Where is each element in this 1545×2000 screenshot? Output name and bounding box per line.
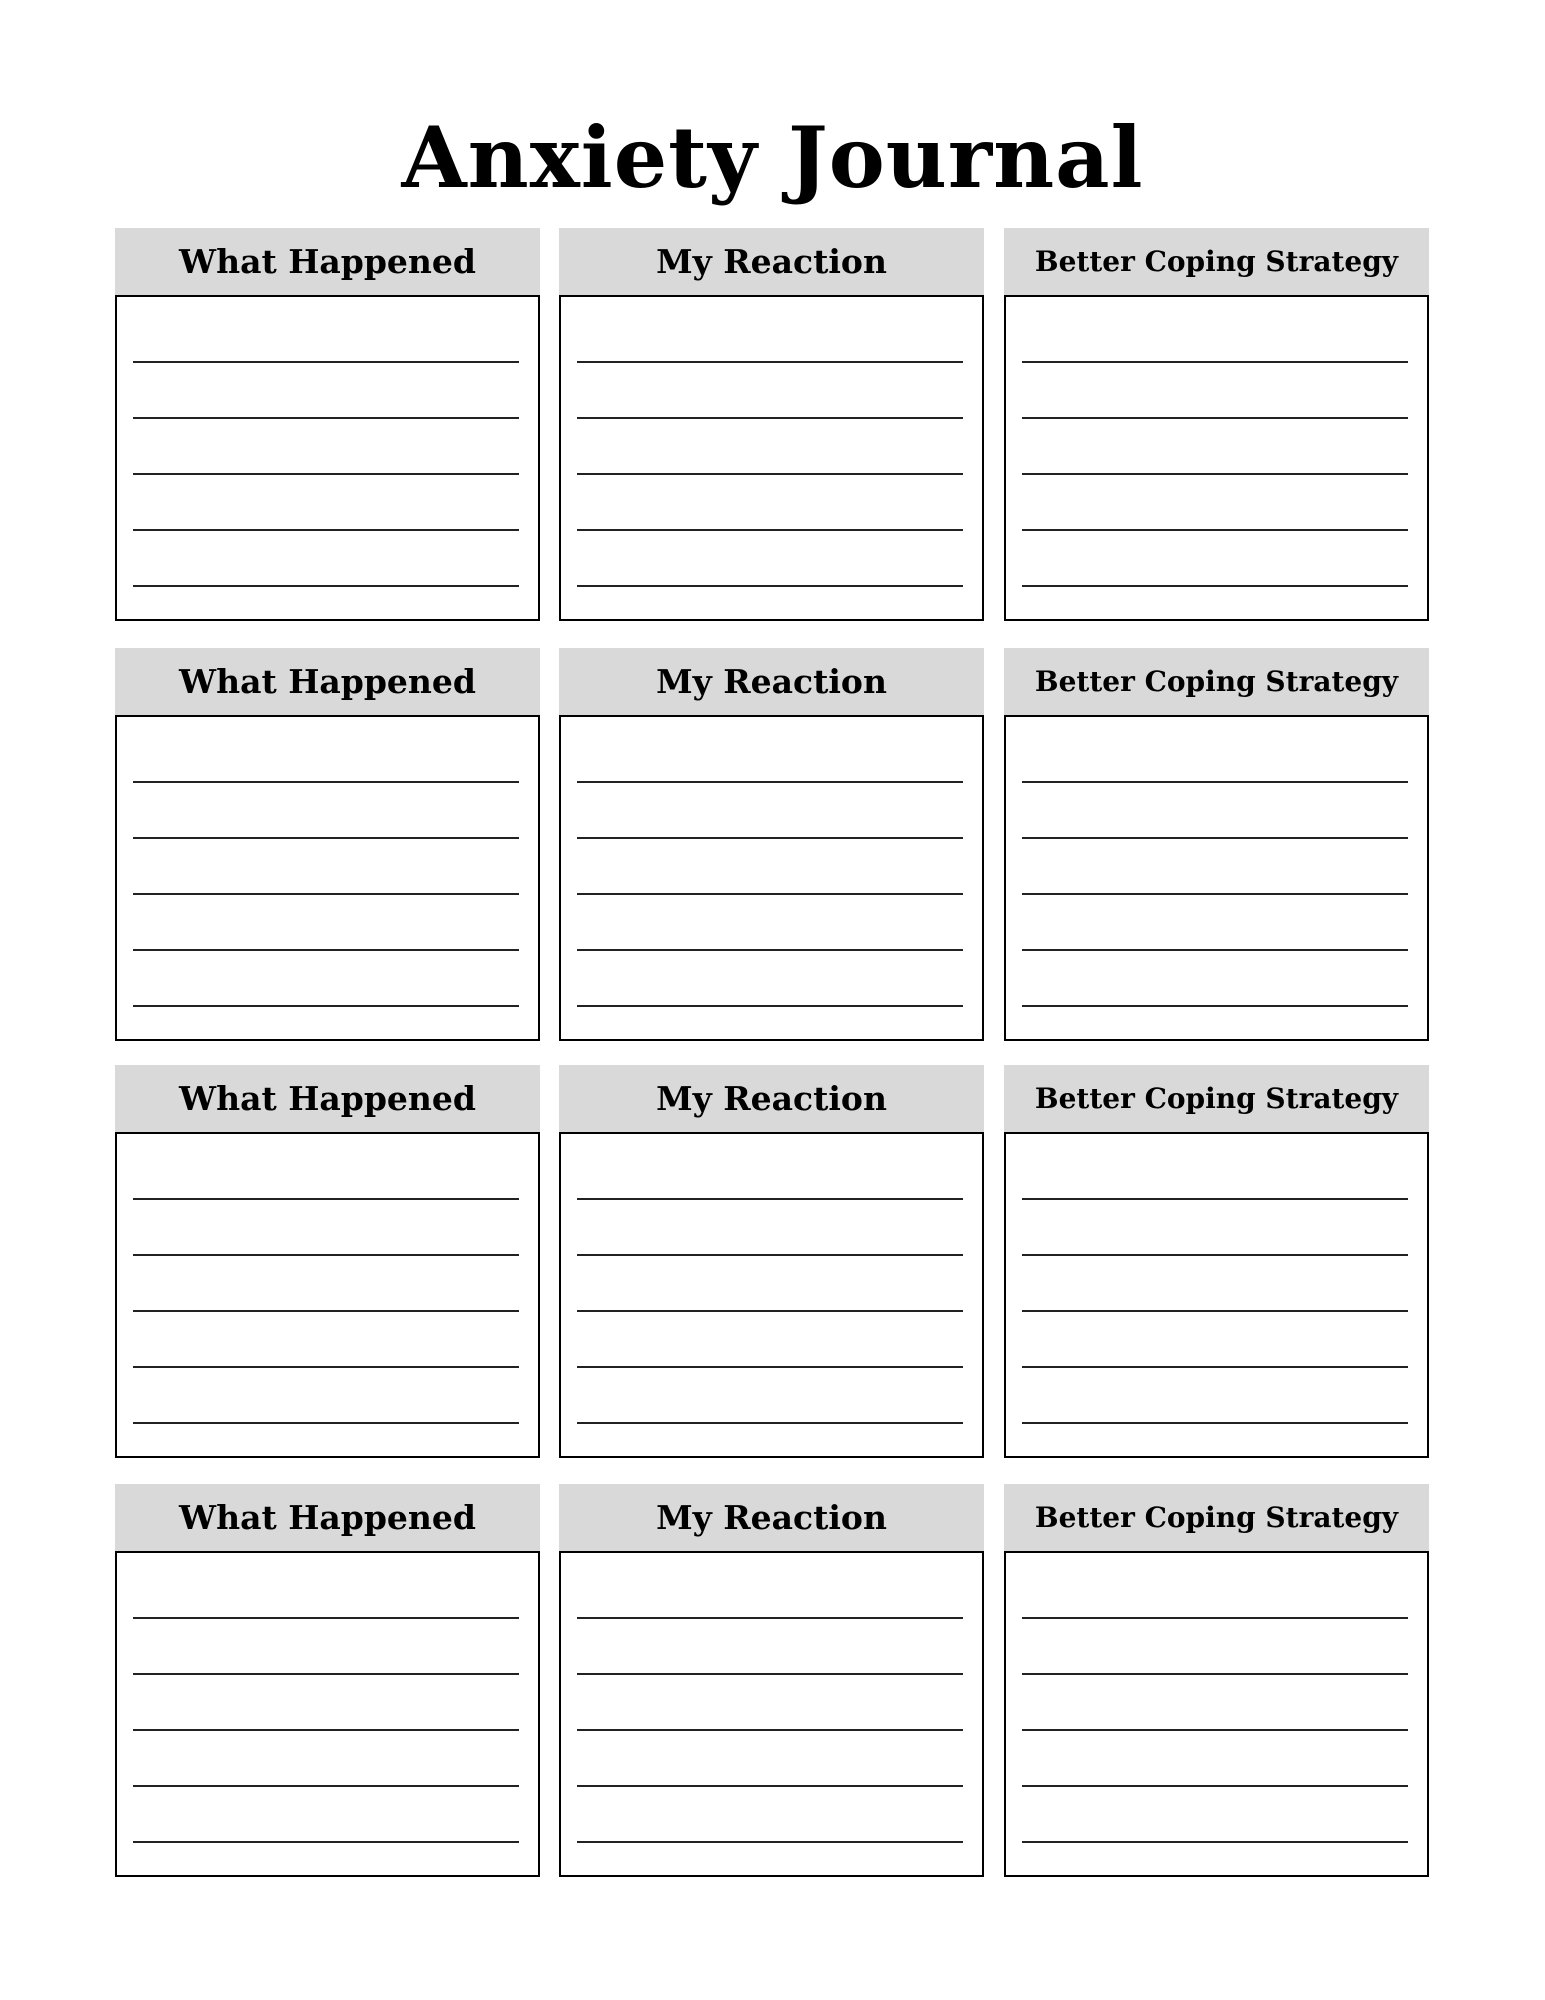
writing-line [133, 1841, 519, 1843]
column-header: My Reaction [559, 228, 984, 295]
writing-line [133, 361, 519, 363]
writing-box[interactable] [559, 1551, 984, 1877]
writing-line [1022, 949, 1408, 951]
writing-line [133, 1366, 519, 1368]
journal-column [1004, 648, 1429, 1041]
column-header: What Happened [115, 648, 540, 715]
writing-line [577, 1366, 963, 1368]
writing-line [1022, 473, 1408, 475]
writing-line [133, 893, 519, 895]
writing-line [1022, 1841, 1408, 1843]
writing-line [577, 1729, 963, 1731]
writing-line [1022, 417, 1408, 419]
writing-line [1022, 1366, 1408, 1368]
writing-line [1022, 361, 1408, 363]
writing-line [133, 529, 519, 531]
journal-column [1004, 1065, 1429, 1458]
writing-line [1022, 1005, 1408, 1007]
writing-line [133, 949, 519, 951]
column-header: Better Coping Strategy [1004, 1065, 1429, 1132]
writing-line [1022, 1729, 1408, 1731]
writing-line [577, 1198, 963, 1200]
writing-line [133, 1785, 519, 1787]
writing-box[interactable] [1004, 295, 1429, 621]
journal-column [1004, 228, 1429, 621]
writing-line [577, 893, 963, 895]
writing-line [1022, 1673, 1408, 1675]
journal-entry-row [115, 1484, 1429, 1877]
writing-line [1022, 781, 1408, 783]
writing-box[interactable] [559, 715, 984, 1041]
journal-column [559, 648, 984, 1041]
journal-entry-row [115, 1065, 1429, 1458]
writing-box[interactable] [559, 1132, 984, 1458]
writing-line [577, 1785, 963, 1787]
writing-line [1022, 837, 1408, 839]
writing-line [577, 1617, 963, 1619]
writing-line [577, 837, 963, 839]
writing-line [133, 837, 519, 839]
writing-box[interactable] [1004, 1551, 1429, 1877]
journal-column [115, 1484, 540, 1877]
page-title: Anxiety Journal [401, 108, 1144, 207]
writing-line [577, 1254, 963, 1256]
writing-line [577, 781, 963, 783]
writing-line [577, 361, 963, 363]
journal-entry-row [115, 228, 1429, 621]
writing-line [133, 1729, 519, 1731]
writing-line [1022, 585, 1408, 587]
writing-line [577, 1841, 963, 1843]
writing-line [1022, 893, 1408, 895]
writing-line [133, 1005, 519, 1007]
journal-column [559, 1484, 984, 1877]
writing-line [577, 1422, 963, 1424]
writing-line [1022, 1198, 1408, 1200]
writing-line [133, 1617, 519, 1619]
journal-column [115, 1065, 540, 1458]
column-header: My Reaction [559, 1065, 984, 1132]
writing-box[interactable] [115, 715, 540, 1041]
writing-line [133, 1422, 519, 1424]
writing-box[interactable] [559, 295, 984, 621]
writing-line [577, 1310, 963, 1312]
writing-line [133, 585, 519, 587]
column-header: Better Coping Strategy [1004, 1484, 1429, 1551]
writing-line [577, 1005, 963, 1007]
writing-line [577, 529, 963, 531]
writing-line [577, 949, 963, 951]
writing-box[interactable] [115, 1551, 540, 1877]
column-header: What Happened [115, 1065, 540, 1132]
writing-line [133, 417, 519, 419]
writing-line [133, 781, 519, 783]
writing-box[interactable] [1004, 1132, 1429, 1458]
journal-column [115, 648, 540, 1041]
writing-line [1022, 529, 1408, 531]
writing-line [1022, 1254, 1408, 1256]
writing-line [577, 1673, 963, 1675]
writing-line [1022, 1785, 1408, 1787]
writing-line [1022, 1617, 1408, 1619]
column-header: What Happened [115, 228, 540, 295]
journal-entry-row [115, 648, 1429, 1041]
column-header: Better Coping Strategy [1004, 648, 1429, 715]
column-header: What Happened [115, 1484, 540, 1551]
writing-line [577, 417, 963, 419]
writing-line [133, 473, 519, 475]
writing-box[interactable] [115, 295, 540, 621]
writing-line [1022, 1310, 1408, 1312]
column-header: My Reaction [559, 648, 984, 715]
writing-box[interactable] [1004, 715, 1429, 1041]
column-header: Better Coping Strategy [1004, 228, 1429, 295]
column-header: My Reaction [559, 1484, 984, 1551]
writing-line [1022, 1422, 1408, 1424]
writing-line [133, 1673, 519, 1675]
writing-box[interactable] [115, 1132, 540, 1458]
journal-column [1004, 1484, 1429, 1877]
writing-line [133, 1198, 519, 1200]
writing-line [133, 1254, 519, 1256]
journal-column [115, 228, 540, 621]
writing-line [133, 1310, 519, 1312]
writing-line [577, 473, 963, 475]
journal-column [559, 1065, 984, 1458]
writing-line [577, 585, 963, 587]
journal-column [559, 228, 984, 621]
